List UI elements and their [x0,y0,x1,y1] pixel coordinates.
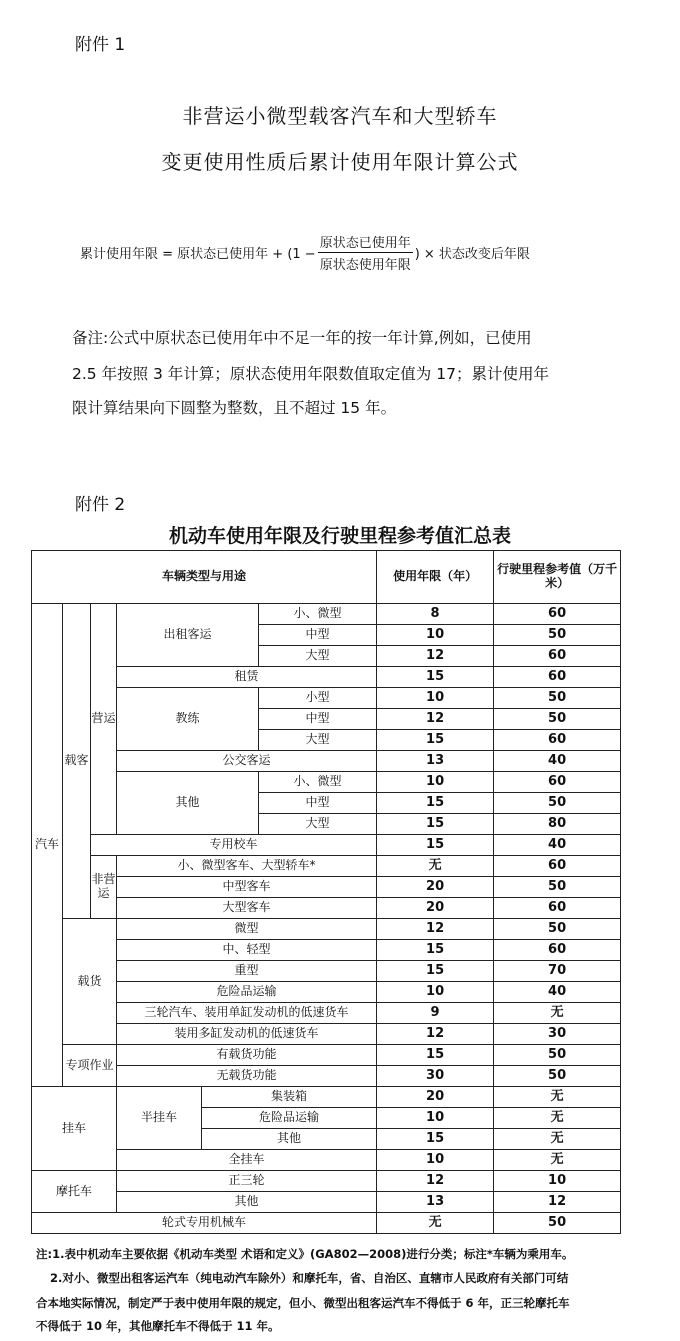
table-row [32,1192,621,1213]
mileage-value: 50 [494,919,621,940]
table-row [32,940,621,961]
header-type-use: 车辆类型与用途 [32,551,377,604]
row-label-full-trailer: 全挂车 [117,1150,377,1171]
row-label: 危险品运输 [202,1108,377,1129]
row-label: 大型 [259,730,377,751]
mileage-value: 无 [494,1129,621,1150]
row-label: 中型客车 [117,877,377,898]
table-row [32,835,621,856]
formula-denominator: 原状态使用年限 [319,258,411,273]
row-label: 正三轮 [117,1171,377,1192]
mileage-value: 60 [494,730,621,751]
table-row [32,604,621,625]
mileage-value: 10 [494,1171,621,1192]
row-label: 中型 [259,625,377,646]
category-auto: 汽车 [32,604,63,1087]
row-label: 大型 [259,814,377,835]
mileage-value: 50 [494,688,621,709]
mileage-value: 50 [494,1213,621,1234]
row-label-bus: 公交客运 [117,751,377,772]
mileage-value: 50 [494,793,621,814]
years-value: 12 [377,709,494,730]
mileage-value: 无 [494,1108,621,1129]
years-value: 15 [377,940,494,961]
formula-title-line-2: 变更使用性质后累计使用年限计算公式 [161,150,519,174]
row-label: 大型客车 [117,898,377,919]
table-row [32,1024,621,1045]
category-trailer: 挂车 [32,1087,117,1171]
row-label: 小型 [259,688,377,709]
row-label: 大型 [259,646,377,667]
years-value: 15 [377,1129,494,1150]
mileage-value: 40 [494,751,621,772]
years-value: 10 [377,982,494,1003]
mileage-value: 40 [494,982,621,1003]
years-value: 9 [377,1003,494,1024]
category-cargo: 载货 [63,919,117,1045]
mileage-value: 12 [494,1192,621,1213]
formula-fraction [318,232,413,273]
table-row [32,688,621,709]
row-label: 小、微型 [259,772,377,793]
header-years: 使用年限（年） [377,551,494,604]
formula-lhs: 累计使用年限 = 原状态已使用年 + (1 − [80,247,316,262]
row-label: 集装箱 [202,1087,377,1108]
mileage-value: 60 [494,772,621,793]
row-label: 中型 [259,793,377,814]
table-row [32,877,621,898]
formula-rhs: ) × 状态改变后年限 [414,247,530,262]
years-value: 15 [377,730,494,751]
years-value: 12 [377,646,494,667]
row-label: 其他 [117,1192,377,1213]
table-row [32,1150,621,1171]
row-label: 小、微型 [259,604,377,625]
years-value: 8 [377,604,494,625]
table-header-row [32,551,621,604]
note-line-2: 2.5 年按照 3 年计算；原状态使用年限数值取定值为 17；累计使用年 [72,365,549,383]
row-label: 危险品运输 [117,982,377,1003]
category-operating: 营运 [91,604,117,835]
mileage-value: 无 [494,1150,621,1171]
years-value: 20 [377,898,494,919]
mileage-value: 60 [494,940,621,961]
row-label: 无载货功能 [117,1066,377,1087]
years-value: 10 [377,688,494,709]
table-row [32,772,621,793]
category-motorcycle: 摩托车 [32,1171,117,1213]
years-value: 15 [377,814,494,835]
category-semi-trailer: 半挂车 [117,1087,202,1150]
table-row [32,1003,621,1024]
years-value: 20 [377,1087,494,1108]
table-title: 机动车使用年限及行驶里程参考值汇总表 [168,525,511,547]
years-value: 30 [377,1066,494,1087]
mileage-value: 50 [494,877,621,898]
mileage-value: 60 [494,898,621,919]
footnote-2-line-1: 2.对小、微型出租客运汽车（纯电动汽车除外）和摩托车，省、自治区、直辖市人民政府有关部门可结 [50,1271,569,1285]
mileage-value: 60 [494,667,621,688]
years-value: 12 [377,919,494,940]
row-label: 微型 [117,919,377,940]
row-label-rental: 租赁 [117,667,377,688]
mileage-value: 50 [494,625,621,646]
years-value: 13 [377,1192,494,1213]
table-row [32,1213,621,1234]
row-label: 重型 [117,961,377,982]
mileage-value: 50 [494,709,621,730]
row-label: 中、轻型 [117,940,377,961]
table-row [32,667,621,688]
footnote-2-line-3: 不得低于 10 年，其他摩托车不得低于 11 年。 [36,1319,280,1333]
years-value: 10 [377,772,494,793]
cumulative-years-formula [80,232,530,273]
row-label-school-bus: 专用校车 [91,835,377,856]
attachment-1-label: 附件 1 [75,35,126,55]
note-line-3: 限计算结果向下圆整为整数，且不超过 15 年。 [72,399,397,417]
row-label-wheeled-machine: 轮式专用机械车 [32,1213,377,1234]
table-row [32,856,621,877]
mileage-value: 30 [494,1024,621,1045]
years-value: 10 [377,625,494,646]
mileage-value: 50 [494,1066,621,1087]
table-row [32,751,621,772]
years-value: 20 [377,877,494,898]
mileage-value: 60 [494,604,621,625]
formula-numerator: 原状态已使用年 [318,232,413,253]
category-training: 教练 [117,688,259,751]
years-value: 15 [377,793,494,814]
years-value: 15 [377,667,494,688]
category-special-work: 专项作业 [63,1045,117,1087]
category-passenger: 载客 [63,604,91,919]
years-value: 15 [377,961,494,982]
years-value: 15 [377,1045,494,1066]
category-taxi: 出租客运 [117,604,259,667]
years-value: 无 [377,1213,494,1234]
table-row [32,982,621,1003]
table-row [32,1066,621,1087]
table-row [32,961,621,982]
table-row [32,919,621,940]
footnote-2-line-2: 合本地实际情况，制定严于表中使用年限的规定，但小、微型出租客运汽车不得低于 6 年，正三轮摩托车 [36,1296,570,1310]
formula-title-line-1: 非营运小微型载客汽车和大型轿车 [182,104,498,128]
attachment-2-label: 附件 2 [75,495,126,515]
category-other: 其他 [117,772,259,835]
table-row [32,1087,621,1108]
table-row [32,898,621,919]
row-label: 小、微型客车、大型轿车* [117,856,377,877]
mileage-value: 60 [494,646,621,667]
header-mileage: 行驶里程参考值（万千米） [494,551,621,604]
row-label: 其他 [202,1129,377,1150]
years-value: 12 [377,1171,494,1192]
years-value: 15 [377,835,494,856]
mileage-value: 无 [494,1087,621,1108]
mileage-value: 80 [494,814,621,835]
table-row [32,1045,621,1066]
years-value: 10 [377,1150,494,1171]
mileage-value: 40 [494,835,621,856]
row-label: 有载货功能 [117,1045,377,1066]
row-label: 中型 [259,709,377,730]
note-line-1: 备注:公式中原状态已使用年中不足一年的按一年计算,例如，已使用 [72,329,532,347]
category-non-operating: 非营运 [91,856,117,919]
mileage-value: 50 [494,1045,621,1066]
row-label: 装用多缸发动机的低速货车 [117,1024,377,1045]
mileage-value: 60 [494,856,621,877]
years-value: 12 [377,1024,494,1045]
row-label: 三轮汽车、装用单缸发动机的低速货车 [117,1003,377,1024]
years-value: 13 [377,751,494,772]
mileage-value: 70 [494,961,621,982]
footnote-1: 注:1.表中机动车主要依据《机动车类型 术语和定义》(GA802—2008)进行分类；标注*车辆为乘用车。 [36,1247,574,1261]
years-value: 10 [377,1108,494,1129]
mileage-value: 无 [494,1003,621,1024]
years-value: 无 [377,856,494,877]
vehicle-service-life-table [31,550,621,1234]
table-row [32,1171,621,1192]
